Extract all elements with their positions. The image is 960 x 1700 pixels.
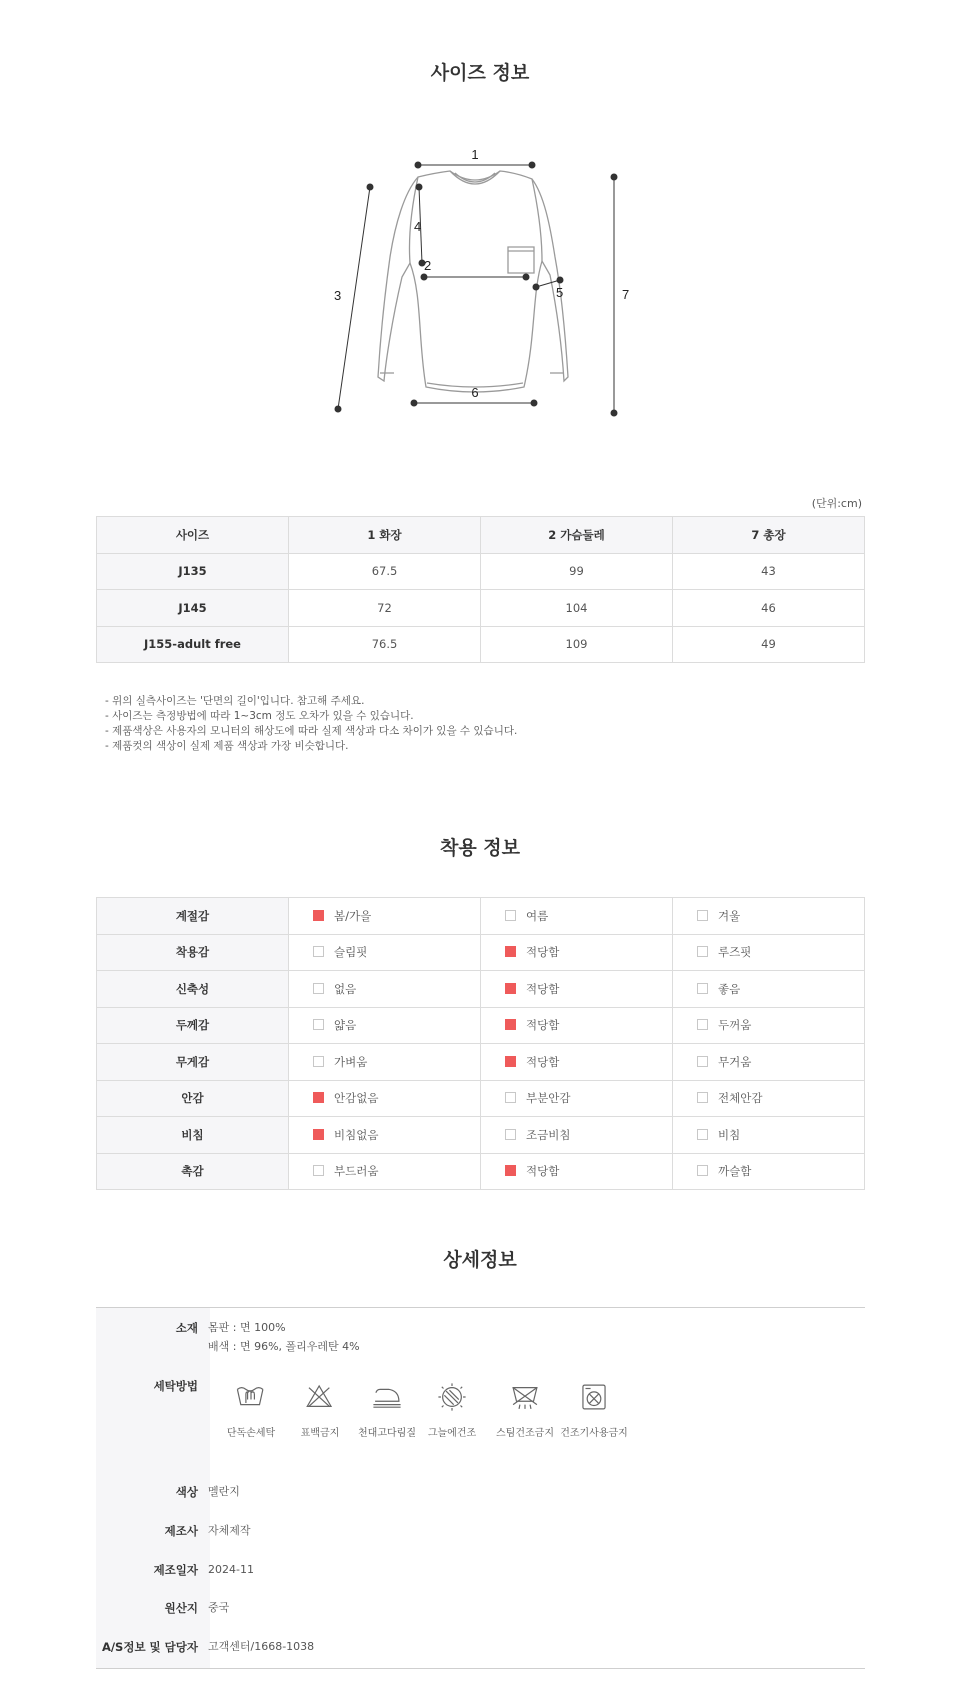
detail-value: 중국 — [208, 1601, 230, 1614]
detail-label: 소재 — [175, 1321, 198, 1335]
fit-option — [481, 898, 673, 935]
wash-symbol — [417, 1380, 487, 1439]
table-cell: 76.5 — [289, 626, 481, 663]
empty-box-icon — [697, 983, 708, 994]
wash-caption: 스팀건조금지 — [496, 1428, 554, 1439]
checked-box-icon — [505, 946, 516, 957]
fit-row-label: 두께감 — [97, 1007, 289, 1044]
size-table — [96, 516, 865, 663]
detail-value: 고객센터/1668-1038 — [208, 1640, 315, 1653]
note-line: - 제품색상은 사용자의 모니터의 해상도에 따라 실제 색상과 다소 차이가 있을 수 있습니다. — [105, 725, 518, 737]
fit-option — [481, 1117, 673, 1154]
empty-box-icon — [313, 983, 324, 994]
table-row — [97, 553, 865, 590]
fit-option — [481, 1044, 673, 1081]
fit-option — [481, 1153, 673, 1190]
size-table-header — [97, 517, 865, 554]
fit-option-label: 전체안감 — [718, 1091, 763, 1106]
fit-option — [289, 934, 481, 971]
detail-label: A/S정보 및 담당자 — [101, 1640, 198, 1654]
diagram-label-3: 3 — [334, 288, 342, 303]
checked-box-icon — [313, 1129, 324, 1140]
fit-row-label: 신축성 — [97, 971, 289, 1008]
fit-row-label: 촉감 — [97, 1153, 289, 1190]
fit-option-label: 적당함 — [526, 945, 560, 960]
diagram-label-6: 6 — [471, 385, 479, 400]
empty-box-icon — [313, 946, 324, 957]
fit-option — [289, 1007, 481, 1044]
fit-option-label: 두꺼움 — [718, 1018, 752, 1033]
fit-option — [673, 1007, 865, 1044]
fit-row — [97, 1117, 865, 1154]
fit-option — [481, 934, 673, 971]
material-line: 배색 : 면 96%, 폴리우레탄 4% — [208, 1340, 360, 1353]
fit-option-label: 여름 — [526, 908, 549, 923]
fit-info-title: 착용 정보 — [439, 837, 521, 859]
empty-box-icon — [313, 1056, 324, 1067]
wash-symbol — [352, 1380, 422, 1439]
empty-box-icon — [697, 1056, 708, 1067]
empty-box-icon — [505, 1092, 516, 1103]
fit-row — [97, 1007, 865, 1044]
fit-row — [97, 934, 865, 971]
header-cell: 2 가슴둘레 — [481, 517, 673, 554]
size-notes — [105, 694, 517, 754]
fit-option-label: 적당함 — [526, 1018, 560, 1033]
detail-value: 멜란지 — [208, 1485, 240, 1498]
table-cell: 99 — [481, 553, 673, 590]
fit-option-label: 적당함 — [526, 1164, 560, 1179]
washing-icons — [216, 1380, 676, 1450]
fit-option-label: 부드러움 — [334, 1164, 379, 1179]
wash-caption: 표백금지 — [300, 1428, 340, 1439]
fit-option — [673, 1044, 865, 1081]
fit-option — [673, 1153, 865, 1190]
fit-row-label: 비침 — [97, 1117, 289, 1154]
hand-wash-icon — [234, 1380, 268, 1414]
wash-caption: 단독손세탁 — [226, 1428, 276, 1439]
fit-option-label: 부분안감 — [526, 1091, 571, 1106]
wash-symbol — [285, 1380, 355, 1439]
empty-box-icon — [697, 1129, 708, 1140]
fit-option — [289, 1044, 481, 1081]
table-cell: 67.5 — [289, 553, 481, 590]
table-cell: 46 — [673, 590, 865, 627]
fit-row-label: 착용감 — [97, 934, 289, 971]
fit-option-label: 비침 — [718, 1127, 741, 1142]
fit-table — [96, 897, 865, 1190]
note-line: - 제품컷의 색상이 실제 제품 색상과 가장 비슷합니다. — [105, 740, 349, 752]
header-cell: 1 화장 — [289, 517, 481, 554]
empty-box-icon — [697, 946, 708, 957]
empty-box-icon — [505, 1129, 516, 1140]
checked-box-icon — [313, 910, 324, 921]
diagram-label-4: 4 — [414, 219, 422, 234]
fit-row-label: 안감 — [97, 1080, 289, 1117]
fit-row — [97, 1080, 865, 1117]
fit-option-label: 얇음 — [334, 1018, 357, 1033]
detail-value — [208, 1318, 360, 1356]
fit-option-label: 없음 — [334, 981, 357, 996]
measurement-diagram — [300, 135, 650, 425]
wash-caption: 건조기사용금지 — [560, 1428, 628, 1439]
fit-option-label: 가벼움 — [334, 1054, 368, 1069]
shade-dry-icon — [435, 1380, 469, 1414]
wash-symbol — [490, 1380, 560, 1439]
empty-box-icon — [505, 910, 516, 921]
wash-symbol — [216, 1380, 286, 1439]
fit-option-label: 적당함 — [526, 981, 560, 996]
unit-note: (단위:cm) — [811, 497, 862, 510]
diagram-label-5: 5 — [556, 285, 564, 300]
checked-box-icon — [505, 1019, 516, 1030]
checked-box-icon — [505, 1056, 516, 1067]
no-tumble-steam-icon — [508, 1380, 542, 1414]
iron-low-cloth-icon — [370, 1380, 404, 1414]
fit-option — [289, 898, 481, 935]
size-name: J135 — [97, 553, 289, 590]
fit-option-label: 조금비침 — [526, 1127, 571, 1142]
detail-label: 제조일자 — [153, 1563, 198, 1577]
fit-option — [289, 1080, 481, 1117]
material-line: 몸판 : 면 100% — [208, 1321, 286, 1334]
fit-row — [97, 1153, 865, 1190]
detail-info-title: 상세정보 — [443, 1249, 517, 1271]
fit-option — [481, 1080, 673, 1117]
fit-option-label: 비침없음 — [334, 1127, 379, 1142]
table-cell: 43 — [673, 553, 865, 590]
fit-option-label: 무거움 — [718, 1054, 752, 1069]
fit-option — [673, 1080, 865, 1117]
table-cell: 72 — [289, 590, 481, 627]
size-info-title: 사이즈 정보 — [430, 62, 530, 84]
table-row — [97, 590, 865, 627]
fit-option-label: 까슬함 — [718, 1164, 752, 1179]
fit-option-label: 좋음 — [718, 981, 741, 996]
empty-box-icon — [313, 1019, 324, 1030]
fit-option-label: 겨울 — [718, 908, 741, 923]
detail-label: 색상 — [175, 1485, 198, 1499]
fit-row — [97, 898, 865, 935]
detail-value: 자체제작 — [208, 1524, 251, 1537]
fit-option — [289, 971, 481, 1008]
fit-option-label: 루즈핏 — [718, 945, 752, 960]
detail-value: 2024-11 — [208, 1563, 254, 1576]
fit-option — [673, 898, 865, 935]
fit-option-label: 적당함 — [526, 1054, 560, 1069]
table-cell: 49 — [673, 626, 865, 663]
table-row — [97, 626, 865, 663]
note-line: - 사이즈는 측정방법에 따라 1~3cm 정도 오차가 있을 수 있습니다. — [105, 710, 414, 722]
table-cell: 104 — [481, 590, 673, 627]
fit-option — [289, 1117, 481, 1154]
diagram-label-2: 2 — [424, 258, 432, 273]
empty-box-icon — [313, 1165, 324, 1176]
fit-option — [673, 971, 865, 1008]
header-cell: 사이즈 — [97, 517, 289, 554]
wash-caption: 천대고다림질 — [358, 1428, 416, 1439]
checked-box-icon — [313, 1092, 324, 1103]
empty-box-icon — [697, 1165, 708, 1176]
fit-option-label: 안감없음 — [334, 1091, 379, 1106]
detail-label: 원산지 — [164, 1601, 198, 1615]
wash-symbol — [559, 1380, 629, 1439]
fit-option — [673, 934, 865, 971]
fit-row-label: 계절감 — [97, 898, 289, 935]
fit-option-label: 슬림핏 — [334, 945, 368, 960]
diagram-label-1: 1 — [471, 147, 479, 162]
detail-label: 세탁방법 — [153, 1379, 198, 1393]
fit-option-label: 봄/가을 — [334, 908, 372, 923]
diagram-label-7: 7 — [622, 287, 630, 302]
wash-caption: 그늘에건조 — [427, 1428, 477, 1439]
no-machine-dry-icon — [577, 1380, 611, 1414]
size-name: J155-adult free — [97, 626, 289, 663]
empty-box-icon — [697, 1019, 708, 1030]
header-cell: 7 총장 — [673, 517, 865, 554]
detail-label: 제조사 — [164, 1524, 198, 1538]
empty-box-icon — [697, 1092, 708, 1103]
size-name: J145 — [97, 590, 289, 627]
fit-row-label: 무게감 — [97, 1044, 289, 1081]
checked-box-icon — [505, 983, 516, 994]
fit-option — [481, 1007, 673, 1044]
fit-option — [481, 971, 673, 1008]
fit-row — [97, 971, 865, 1008]
fit-row — [97, 1044, 865, 1081]
detail-info-table — [96, 1307, 865, 1669]
fit-option — [673, 1117, 865, 1154]
no-bleach-icon — [303, 1380, 337, 1414]
note-line: - 위의 실측사이즈는 '단면의 길이'입니다. 참고해 주세요. — [105, 695, 365, 707]
empty-box-icon — [697, 910, 708, 921]
checked-box-icon — [505, 1165, 516, 1176]
table-cell: 109 — [481, 626, 673, 663]
fit-option — [289, 1153, 481, 1190]
detail-row-washing — [96, 1376, 865, 1456]
